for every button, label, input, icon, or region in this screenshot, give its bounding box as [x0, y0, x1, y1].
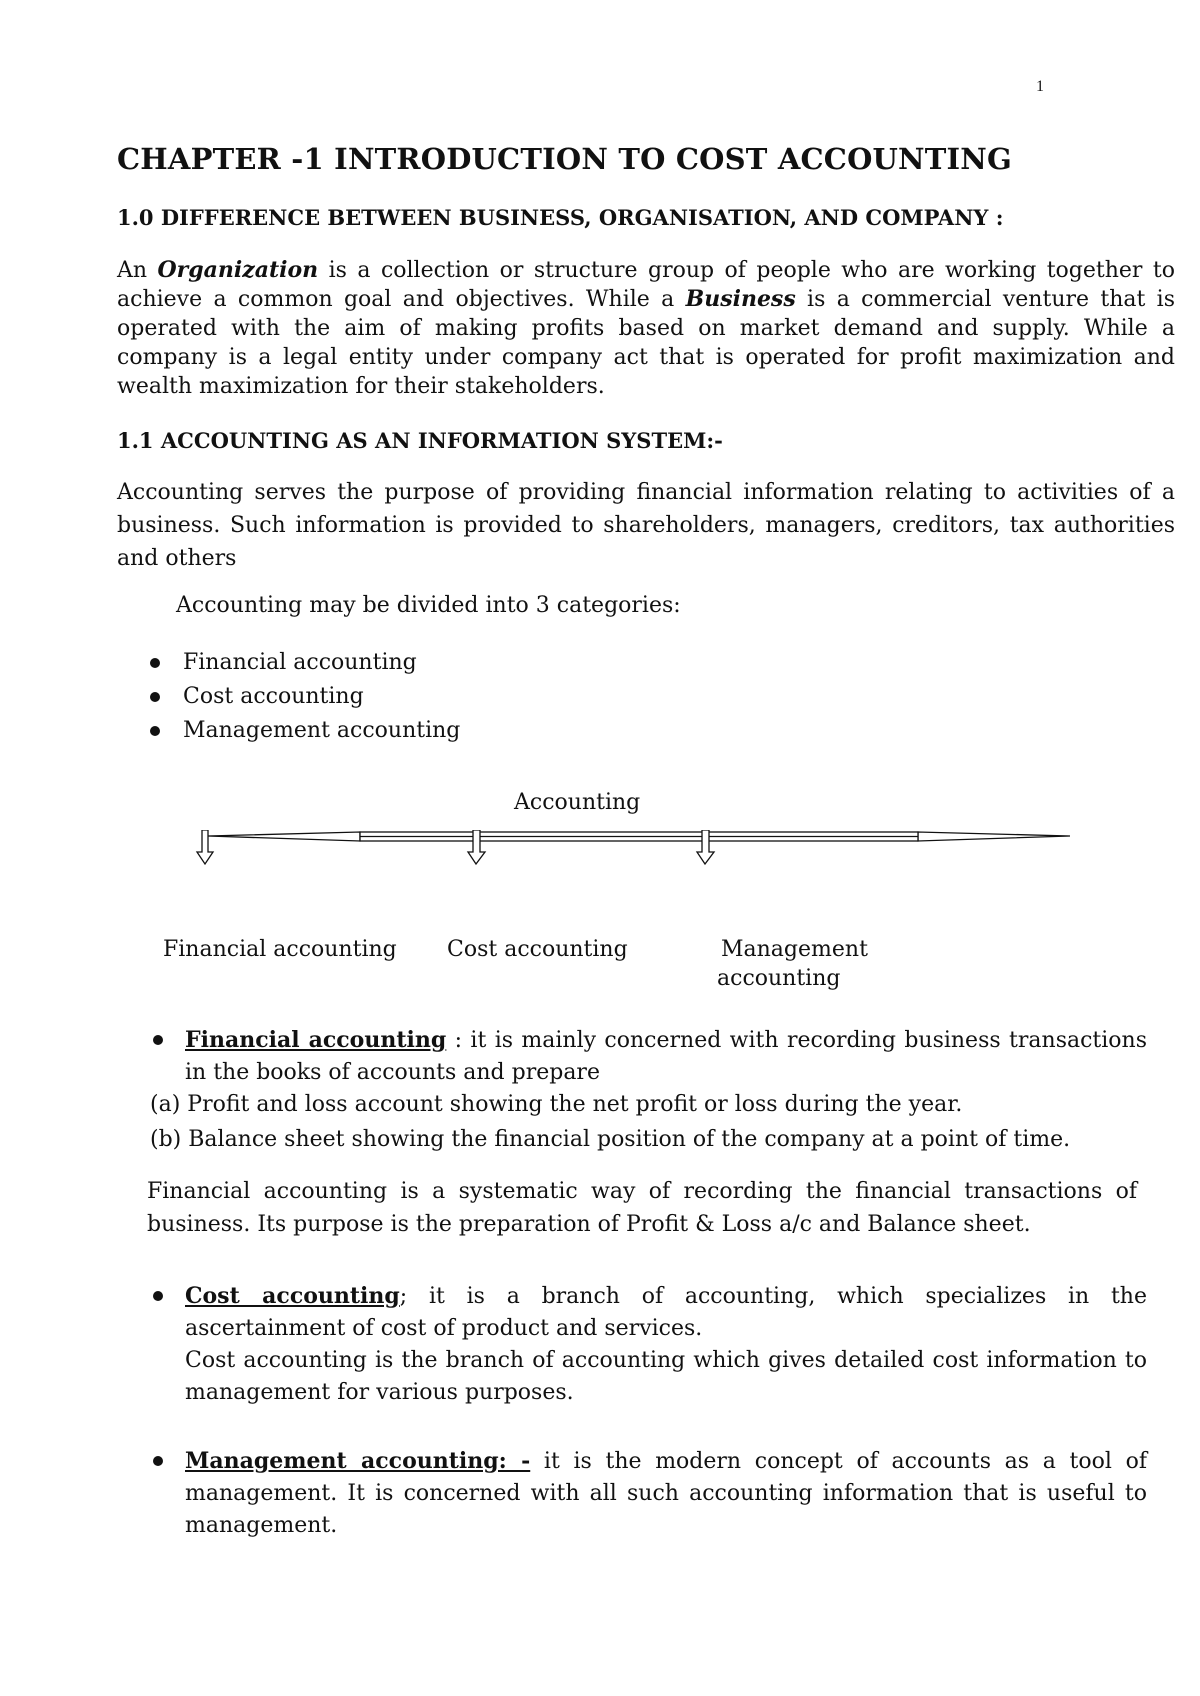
p-mid: is a collection or structure group of people who are working together to achieve a common goal and objectives. While a	[117, 258, 1175, 312]
page-number: 1	[1036, 78, 1044, 95]
list-item	[150, 714, 460, 748]
diagram-label-management: Management	[721, 937, 868, 962]
section-1-0-paragraph	[117, 256, 1175, 401]
term-business: Business	[685, 286, 796, 312]
category-label: Cost accounting	[183, 684, 364, 709]
management-accounting-section	[147, 1445, 1147, 1542]
left-arrow-icon	[208, 832, 360, 841]
cost-term: Cost accounting	[185, 1283, 400, 1309]
item-label: (b)	[150, 1127, 182, 1152]
bullet-icon	[153, 1291, 163, 1301]
term-organization: Organization	[157, 257, 319, 283]
diagram-label-management-2: accounting	[717, 966, 841, 991]
diagram-label-cost: Cost accounting	[447, 937, 628, 962]
bullet-icon	[153, 1456, 163, 1466]
p-end: is a commercial venture that is operated with the aim of making profits based on market demand and supply. While a company is a legal entity under company act that is operated for profit maximization and wealth maximization for their stakeholders.	[117, 287, 1176, 399]
financial-item-b	[150, 1124, 1070, 1156]
categories-intro: Accounting may be divided into 3 categories:	[176, 593, 681, 618]
financial-item-a	[150, 1089, 962, 1121]
diagram-arrows	[150, 830, 1070, 930]
down-arrow-icon	[197, 830, 213, 864]
financial-term: Financial accounting	[185, 1027, 447, 1053]
section-1-0-heading: 1.0 DIFFERENCE BETWEEN BUSINESS, ORGANISATION, AND COMPANY :	[117, 205, 1004, 230]
right-arrow-icon	[918, 832, 1070, 841]
item-text: Balance sheet showing the financial position of the company at a point of time.	[181, 1127, 1071, 1152]
list-item	[150, 680, 460, 714]
financial-summary: Financial accounting is a systematic way of recording the financial transactions of business. Its purpose is the preparation of Profit & Loss a/c and Balance sheet.	[147, 1179, 1137, 1237]
management-text: it is the modern concept of accounts as a tool of management. It is concerned with all such accounting information that is useful to management.	[185, 1449, 1147, 1538]
item-text: Profit and loss account showing the net profit or loss during the year.	[180, 1092, 963, 1117]
accounting-diagram	[150, 780, 1070, 1000]
bullet-icon	[150, 692, 160, 702]
cost-text-2: Cost accounting is the branch of accounting which gives detailed cost information to management for various purposes.	[185, 1348, 1147, 1405]
bullet-icon	[153, 1035, 163, 1045]
category-label: Financial accounting	[183, 650, 417, 675]
item-label: (a)	[150, 1092, 181, 1117]
chapter-title: CHAPTER -1 INTRODUCTION TO COST ACCOUNTING	[117, 142, 1012, 176]
p-start: An	[117, 258, 158, 283]
diagram-label-financial: Financial accounting	[163, 937, 397, 962]
bullet-icon	[150, 726, 160, 736]
bullet-icon	[150, 658, 160, 668]
category-label: Management accounting	[183, 718, 461, 743]
management-term: Management accounting: -	[185, 1448, 531, 1474]
list-item	[150, 646, 460, 680]
section-1-1-heading: 1.1 ACCOUNTING AS AN INFORMATION SYSTEM:-	[117, 428, 723, 453]
diagram-top-label: Accounting	[514, 790, 641, 815]
section-1-1-paragraph: Accounting serves the purpose of providing financial information relating to activities of a business. Such information is provided to shareholders, managers, creditors, tax authorities and others	[117, 480, 1175, 571]
financial-text: : it is mainly concerned with recording business transactions in the books of accounts and prepare	[185, 1028, 1147, 1085]
cost-text: ; it is a branch of accounting, which specializes in the ascertainment of cost of product and services.	[185, 1284, 1147, 1341]
financial-accounting-section	[147, 1024, 1147, 1089]
cost-accounting-section	[147, 1280, 1147, 1409]
categories-list	[150, 646, 460, 748]
